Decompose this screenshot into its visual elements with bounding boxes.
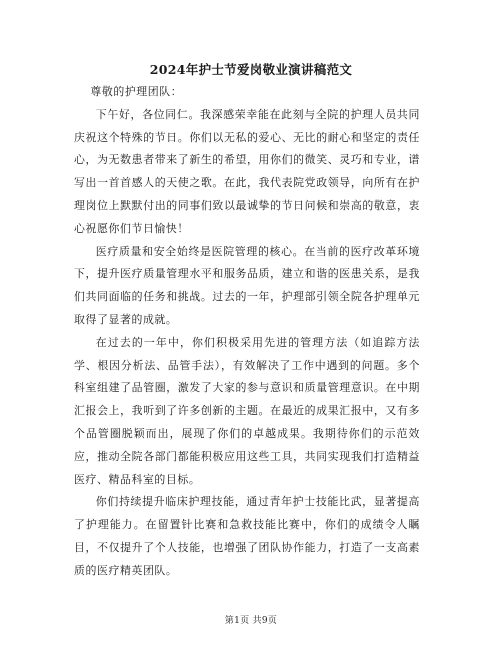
page-number: 第1页 共9页: [224, 616, 278, 626]
document-title: 2024年护士节爱岗敬业演讲稿范文: [149, 62, 353, 77]
paragraph: 在过去的一年中，你们积极采用先进的管理方法（如追踪方法学、根因分析法、品管手法），有效解决了工作中遇到的问题。多个科室组建了品管圈，激发了大家的参与意识和质量管理意识。在中期汇报会上，我听到了许多创新的主题。在最近的成果汇报中，又有多个品管圈脱颖而出，展现了你们的卓越成果。我期待你们的示范效应，推动全院各部门都能积极应用这些工具，共同实现我们打造精益医疗、精品科室的目标。: [74, 335, 420, 486]
paragraph: 你们持续提升临床护理技能，通过青年护士技能比武，显著提高了护理能力。在留置针比赛和急救技能比赛中，你们的成绩令人瞩目，不仅提升了个人技能，也增强了团队协作能力，打造了一支高素质的医疗精英团队。: [74, 495, 420, 577]
paragraph: 下午好，各位同仁。我深感荣幸能在此刻与全院的护理人员共同庆祝这个特殊的节日。你们以无私的爱心、无比的耐心和坚定的责任心，为无数患者带来了新生的希望，用你们的微笑、灵巧和专业，谱写出一首首感人的天使之歌。在此，我代表院党政领导，向所有在护理岗位上默默付出的同事们致以最诚挚的节日问候和崇高的敬意，衷心祝愿你们节日愉快！: [74, 107, 420, 235]
paragraph: 医疗质量和安全始终是医院管理的核心。在当前的医疗改革环境下，提升医疗质量管理水平和服务品质，建立和谐的医患关系，是我们共同面临的任务和挑战。过去的一年，护理部引领全院各护理单元取得了显著的成就。: [74, 244, 420, 326]
document-body: [74, 81, 420, 583]
salutation: 尊敬的护理团队：: [90, 85, 183, 98]
